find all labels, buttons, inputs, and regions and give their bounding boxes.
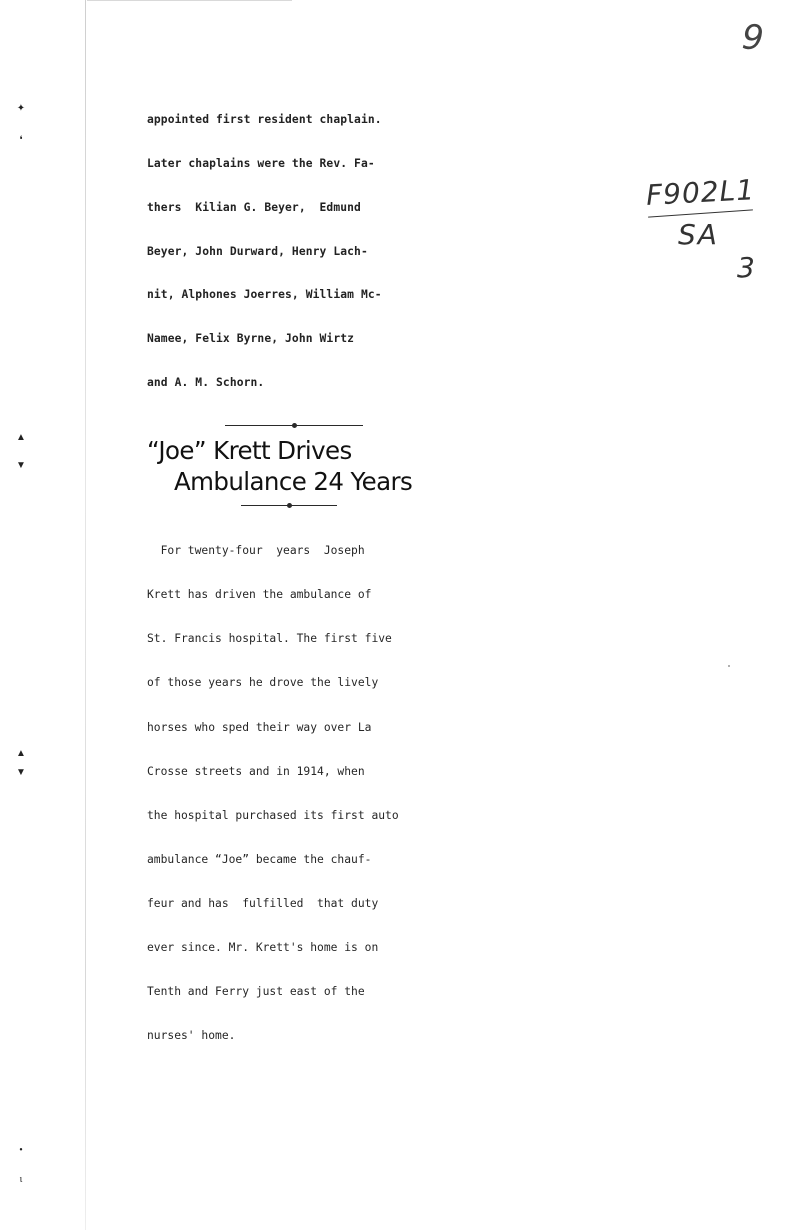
binder-mark: ▼	[16, 767, 26, 778]
rule-ornament	[292, 423, 297, 428]
headline-line: “Joe” Krett Drives	[147, 435, 352, 465]
text-line: the hospital purchased its first auto	[147, 808, 399, 822]
text-line: ambulance “Joe” became the chauf-	[147, 852, 372, 866]
newspaper-clipping	[147, 84, 423, 1073]
lead-paragraph	[147, 84, 423, 420]
text-line: Beyer, John Durward, Henry Lach-	[147, 244, 368, 258]
text-line: and A. M. Schorn.	[147, 375, 265, 389]
text-line: Namee, Felix Byrne, John Wirtz	[147, 332, 355, 346]
binder-mark: ❛	[19, 135, 23, 146]
text-line: nurses' home.	[147, 1029, 236, 1043]
scan-speck	[728, 665, 730, 667]
text-line: Krett has driven the ambulance of	[147, 588, 372, 602]
handwritten-archive-code: F902L1	[645, 173, 756, 212]
headline-line: Ambulance 24 Years	[174, 466, 413, 496]
divider-rule	[241, 505, 337, 506]
handwritten-item-number: 3	[737, 251, 755, 284]
binder-mark: •	[19, 1145, 23, 1156]
scan-edge-left	[85, 0, 86, 1230]
binder-mark: ι	[19, 1174, 23, 1185]
article-body	[147, 515, 423, 1074]
rule-ornament	[287, 503, 292, 508]
binder-mark: ▲	[16, 432, 26, 443]
text-line: St. Francis hospital. The first five	[147, 632, 392, 646]
text-line: Tenth and Ferry just east of the	[147, 985, 365, 999]
handwritten-series: SA	[678, 218, 719, 251]
handwritten-page-number: 9	[740, 17, 766, 59]
text-line: nit, Alphones Joerres, William Mc-	[147, 288, 382, 302]
text-line: horses who sped their way over La	[147, 720, 372, 734]
text-line: Later chaplains were the Rev. Fa-	[147, 156, 375, 170]
article-headline	[147, 435, 423, 497]
text-line: Crosse streets and in 1914, when	[147, 764, 365, 778]
text-line: For twenty-four years Joseph	[147, 544, 365, 558]
text-line: feur and has fulfilled that duty	[147, 896, 379, 910]
divider-rule	[225, 425, 363, 426]
text-line: ever since. Mr. Krett's home is on	[147, 941, 379, 955]
scan-edge-top	[87, 0, 292, 1]
text-line: thers Kilian G. Beyer, Edmund	[147, 200, 361, 214]
text-line: of those years he drove the lively	[147, 676, 379, 690]
binder-mark: ✦	[16, 103, 26, 114]
binder-mark: ▲	[16, 748, 26, 759]
text-line: appointed first resident chaplain.	[147, 113, 382, 127]
binder-mark: ▼	[16, 460, 26, 471]
